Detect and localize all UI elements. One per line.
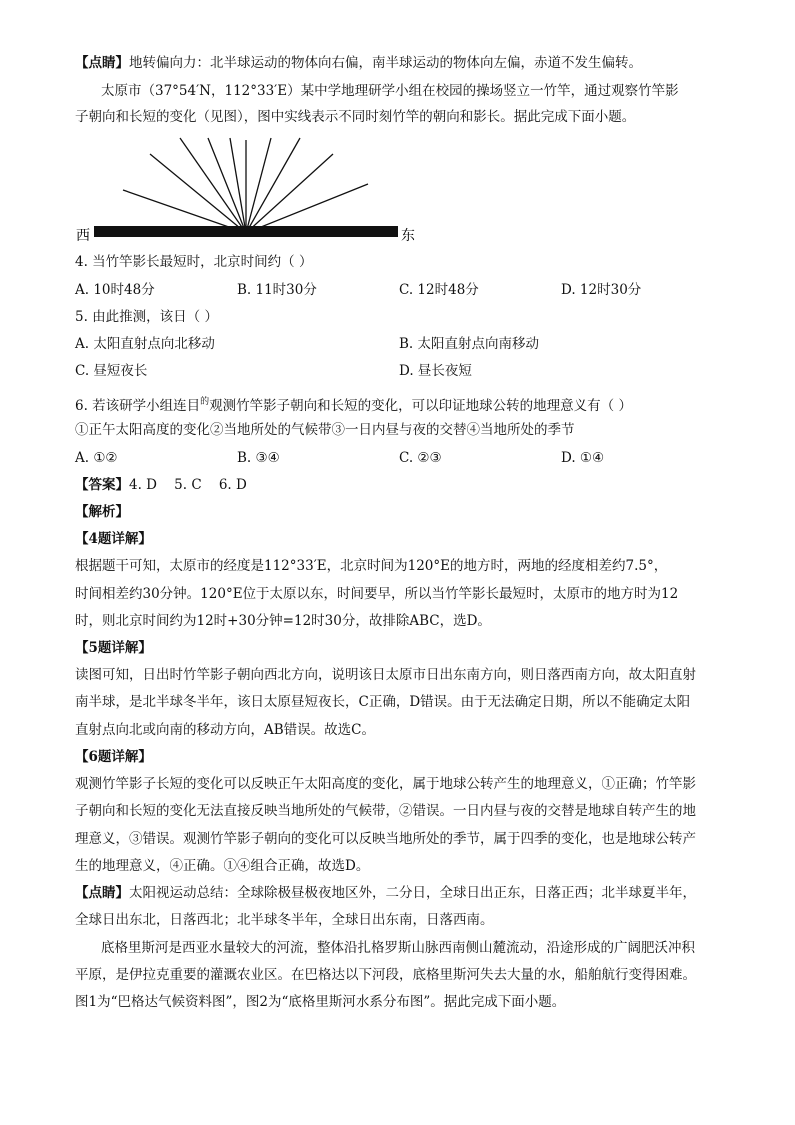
- shadow-diagram: [0, 132, 795, 252]
- answer-label: 【答案】: [75, 477, 129, 493]
- detail-6-line: 子朝向和长短的变化无法直接反映当地所处的气候带，②错误。一日内昼与夜的交替是地球自转产生的地: [75, 803, 696, 819]
- shadow-line: [246, 184, 368, 233]
- tip-paragraph: [75, 54, 642, 72]
- q6-option-a[interactable]: A. ①②: [75, 450, 118, 466]
- next-stem-line: 平原，是伊拉克重要的灌溉农业区。在巴格达以下河段，底格里斯河失去大量的水，船舶航行变得困难。: [75, 967, 696, 983]
- q5-option-b[interactable]: B. 太阳直射点向南移动: [399, 336, 540, 352]
- q6-option-c[interactable]: C. ②③: [399, 450, 442, 466]
- q6-stem-sup: 的: [200, 397, 210, 407]
- q5-option-a[interactable]: A. 太阳直射点向北移动: [75, 336, 215, 352]
- detail-4-line: 时间相差约30分钟。120°E位于太原以东，时间要早，所以当竹竿影长最短时，太原市的地方时为12: [75, 586, 679, 602]
- tip2-line-2: 全球日出东北，日落西北；北半球冬半年，全球日出东南，日落西南。: [75, 912, 494, 928]
- shadow-line: [150, 154, 246, 233]
- q4-option-a[interactable]: A. 10时48分: [75, 282, 155, 298]
- analysis-label: 【解析】: [75, 504, 129, 520]
- detail-4-label: 【4题详解】: [75, 531, 152, 547]
- detail-5-line: 直射点向北或向南的移动方向，AB错误。故选C。: [75, 722, 375, 738]
- ground-bar: [94, 226, 398, 237]
- detail-5-line: 读图可知，日出时竹竿影子朝向西北方向，说明该日太原市日出东南方向，则日落西南方向，故太阳直射: [75, 667, 696, 683]
- tip2-line-1: 太阳视运动总结：全球除极昼极夜地区外，二分日，全球日出正东，日落正西；北半球夏半年，: [129, 885, 696, 901]
- east-label: 东: [401, 228, 415, 244]
- q6-stem-part-a: 6. 若该研学小组连目: [75, 398, 201, 414]
- shadow-line: [246, 138, 271, 233]
- shadow-line: [230, 138, 246, 233]
- stem-line-1: 太原市（37°54′N，112°33′E）某中学地理研学小组在校园的操场竖立一竹竿，通过观察竹竿影: [101, 83, 679, 99]
- next-stem-line: 底格里斯河是西亚水量较大的河流，整体沿扎格罗斯山脉西南侧山麓流动，沿途形成的广阔肥沃冲积: [101, 940, 695, 956]
- question-6-stem: [75, 393, 632, 415]
- q6-stem-part-b: 观测竹竿影子朝向和长短的变化，可以印证地球公转的地理意义有（ ）: [209, 398, 632, 414]
- q6-option-d[interactable]: D. ①④: [561, 450, 605, 466]
- shadow-line: [246, 138, 300, 233]
- answer-line: [75, 476, 247, 494]
- q4-option-d[interactable]: D. 12时30分: [561, 282, 642, 298]
- question-4-stem: 4. 当竹竿影长最短时，北京时间约（ ）: [75, 254, 313, 270]
- detail-5-label: 【5题详解】: [75, 640, 152, 656]
- shadow-line: [246, 154, 333, 233]
- q5-option-c[interactable]: C. 昼短夜长: [75, 363, 148, 379]
- west-label: 西: [76, 228, 90, 244]
- question-6-items: ①正午太阳高度的变化②当地所处的气候带③一日内昼与夜的交替④当地所处的季节: [75, 422, 575, 438]
- detail-4-line: 根据题干可知，太原市的经度是112°33′E，北京时间为120°E的地方时，两地的经度相差约7.5°，: [75, 558, 668, 574]
- detail-6-line: 观测竹竿影子长短的变化可以反映正午太阳高度的变化，属于地球公转产生的地理意义，①正确；竹竿影: [75, 776, 696, 792]
- stem-line-2: 子朝向和长短的变化（见图），图中实线表示不同时刻竹竿的朝向和影长。据此完成下面小题。: [75, 109, 636, 125]
- tip-label: 【点睛】: [75, 55, 129, 71]
- detail-6-line: 理意义，③错误。观测竹竿影子朝向的变化可以反映当地所处的季节，属于四季的变化，也是地球公转产: [75, 831, 696, 847]
- q4-option-b[interactable]: B. 11时30分: [237, 282, 317, 298]
- q6-option-b[interactable]: B. ③④: [237, 450, 280, 466]
- q5-option-d[interactable]: D. 昼长夜短: [399, 363, 472, 379]
- question-5-stem: 5. 由此推测，该日（ ）: [75, 309, 218, 325]
- tip-text: 地转偏向力：北半球运动的物体向右偏，南半球运动的物体向左偏，赤道不发生偏转。: [129, 55, 642, 71]
- tip2-paragraph: [75, 884, 696, 902]
- next-stem-line: 图1为“巴格达气候资料图”，图2为“底格里斯河水系分布图”。据此完成下面小题。: [75, 994, 566, 1010]
- shadow-lines: [123, 138, 368, 233]
- detail-6-label: 【6题详解】: [75, 749, 152, 765]
- detail-4-line: 时，则北京时间约为12时+30分钟=12时30分，故排除ABC，选D。: [75, 613, 491, 629]
- answer-text: 4. D 5. C 6. D: [129, 477, 247, 493]
- tip2-label: 【点睛】: [75, 885, 129, 901]
- detail-5-line: 南半球，是北半球冬半年，该日太原昼短夜长，C正确，D错误。由于无法确定日期，所以不能确定太阳: [75, 694, 691, 710]
- q4-option-c[interactable]: C. 12时48分: [399, 282, 479, 298]
- detail-6-line: 生的地理意义，④正确。①④组合正确，故选D。: [75, 858, 370, 874]
